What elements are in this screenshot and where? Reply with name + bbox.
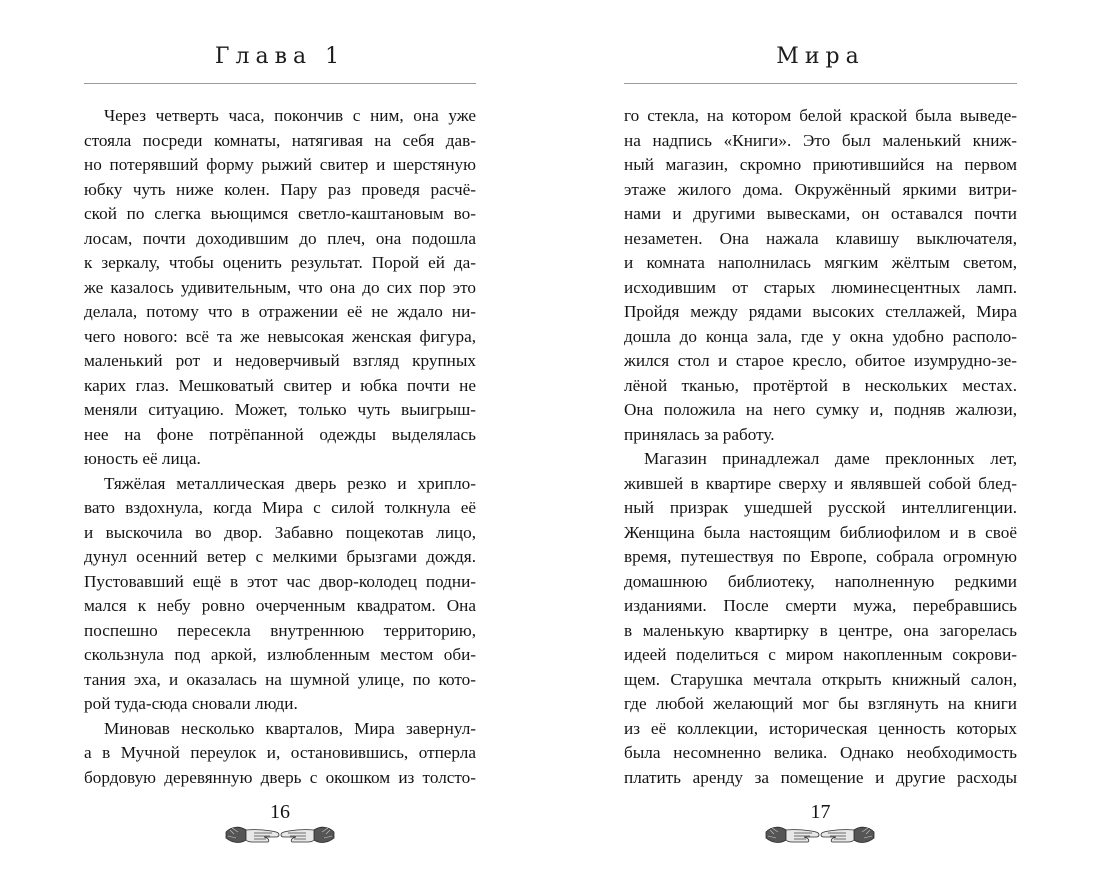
text-line: была несомненно велика. Однако необходимость xyxy=(624,743,1017,762)
text-line: юбку чуть ниже колен. Пару раз проведя расчё- xyxy=(84,179,476,199)
text-line: дунул осенний ветер с мелкими брызгами дождя. xyxy=(84,547,476,566)
right-page xyxy=(624,0,1017,880)
text-line: го стекла, на котором белой краской была выведе- xyxy=(624,106,1017,125)
text-line: Через четверть часа, покончив с ним, она уже xyxy=(104,106,476,125)
running-head-title: Мира xyxy=(776,44,865,69)
text-line: лосам, почти доходившим до плеч, она подошла xyxy=(84,228,476,248)
text-line: изданиями. После смерти мужа, перебравшись xyxy=(624,596,1017,615)
text-line: где любой желающий мог бы взглянуть на книги xyxy=(624,694,1017,713)
text-line: из её коллекции, историческая ценность которых xyxy=(624,718,1017,738)
text-line: принялась за работу. xyxy=(624,424,775,444)
text-line: и комната наполнилась мягким жёлтым светом, xyxy=(624,253,1017,272)
text-line: а в Мучной переулок и, остановившись, отперла xyxy=(84,743,476,762)
header-rule xyxy=(84,83,476,84)
text-line: карих глаз. Мешковатый свитер и юбка почти не xyxy=(84,375,476,395)
text-line: незаметен. Она нажала клавишу выключателя, xyxy=(624,228,1017,248)
text-line: время, путешествуя по Европе, собрала огромную xyxy=(624,547,1017,566)
text-line: исходившим от старых люминесцентных ламп. xyxy=(624,277,1017,297)
body-text xyxy=(84,104,476,790)
text-line: но потерявший форму рыжий свитер и шерстяную xyxy=(84,155,476,174)
text-line: дошла до конца зала, где у окна удобно располо- xyxy=(624,326,1017,346)
body-text xyxy=(624,104,1017,790)
text-line: юность её лица. xyxy=(84,449,201,468)
text-line: нами и другими вывесками, он оставался почти xyxy=(624,204,1017,223)
text-line: платить аренду за помещение и другие расходы xyxy=(624,767,1017,787)
text-line: ный магазин, скромно приютившийся на первом xyxy=(624,155,1017,174)
text-line: тания эха, и оказалась на шумной улице, по кото- xyxy=(84,669,476,689)
text-line: же казалось удивительным, что она до сих пор это xyxy=(84,277,476,297)
text-line: к зеркалу, чтобы оценить результат. Порой ей да- xyxy=(84,253,476,272)
left-page xyxy=(84,0,476,880)
hands-ornament-icon xyxy=(224,820,336,850)
text-line: нее на фоне потрёпанной одежды выделялась xyxy=(84,424,476,444)
text-line: Женщина была настоящим библиофилом и в своё xyxy=(624,522,1017,542)
text-line: вато вздохнула, когда Мира с силой толкнула её xyxy=(84,498,476,517)
text-line: Миновав несколько кварталов, Мира завернул- xyxy=(104,718,476,738)
text-line: ный призрак ушедшей русской интеллигенции. xyxy=(624,498,1017,517)
text-line: поспешно пересекла внутреннюю территорию, xyxy=(84,620,476,640)
text-line: жившей в квартире сверху и являвшей собой блед- xyxy=(624,473,1017,493)
text-line: на надпись «Книги». Это был маленький книж- xyxy=(624,130,1017,150)
text-line: чего нового: всё та же невысокая женская фигура, xyxy=(84,326,476,346)
text-line: скользнула под аркой, излюбленным местом оби- xyxy=(84,645,476,664)
page-number: 16 xyxy=(270,801,290,823)
hands-ornament-icon xyxy=(764,820,876,850)
text-line: идеей поделиться с миром накопленным сокрови- xyxy=(624,645,1017,664)
text-line: жился стол и старое кресло, обитое изумрудно-зе- xyxy=(624,351,1017,370)
header-rule xyxy=(624,83,1017,84)
text-line: Она положила на него сумку и, подняв жалюзи, xyxy=(624,400,1017,419)
text-line: домашнюю библиотеку, наполненную редкими xyxy=(624,571,1017,591)
text-line: щем. Старушка мечтала открыть книжный салон, xyxy=(624,669,1017,689)
text-line: и выскочила во двор. Забавно пощекотав лицо, xyxy=(84,522,476,542)
text-line: этаже жилого дома. Окружённый яркими витри- xyxy=(624,179,1017,199)
text-line: Пустовавший ещё в этот час двор-колодец подни- xyxy=(84,571,476,591)
text-line: лёной тканью, протёртой в нескольких местах. xyxy=(624,375,1017,395)
running-head-chapter: Глава 1 xyxy=(214,44,346,69)
text-line: Пройдя между рядами высоких стеллажей, Мира xyxy=(624,302,1017,321)
text-line: Магазин принадлежал даме преклонных лет, xyxy=(644,449,1017,468)
page-number: 17 xyxy=(810,801,831,823)
text-line: ской по слегка вьющимся светло-каштановым во- xyxy=(84,204,476,223)
text-line: делала, потому что в отражении её не ждало ни- xyxy=(84,302,476,321)
text-line: Тяжёлая металлическая дверь резко и хрипло- xyxy=(104,473,476,493)
text-line: маленький рот и недоверчивый взгляд крупных xyxy=(84,351,476,370)
text-line: бордовую деревянную дверь с окошком из толсто- xyxy=(84,767,476,787)
text-line: рой туда-сюда сновали люди. xyxy=(84,694,298,713)
text-line: меняли ситуацию. Может, только чуть выигрыш- xyxy=(84,400,476,419)
text-line: стояла посреди комнаты, натягивая на себя дав- xyxy=(84,130,476,150)
text-line: мался к небу ровно очерченным квадратом. Она xyxy=(84,596,476,615)
text-line: в маленькую квартирку в центре, она загорелась xyxy=(624,620,1017,640)
